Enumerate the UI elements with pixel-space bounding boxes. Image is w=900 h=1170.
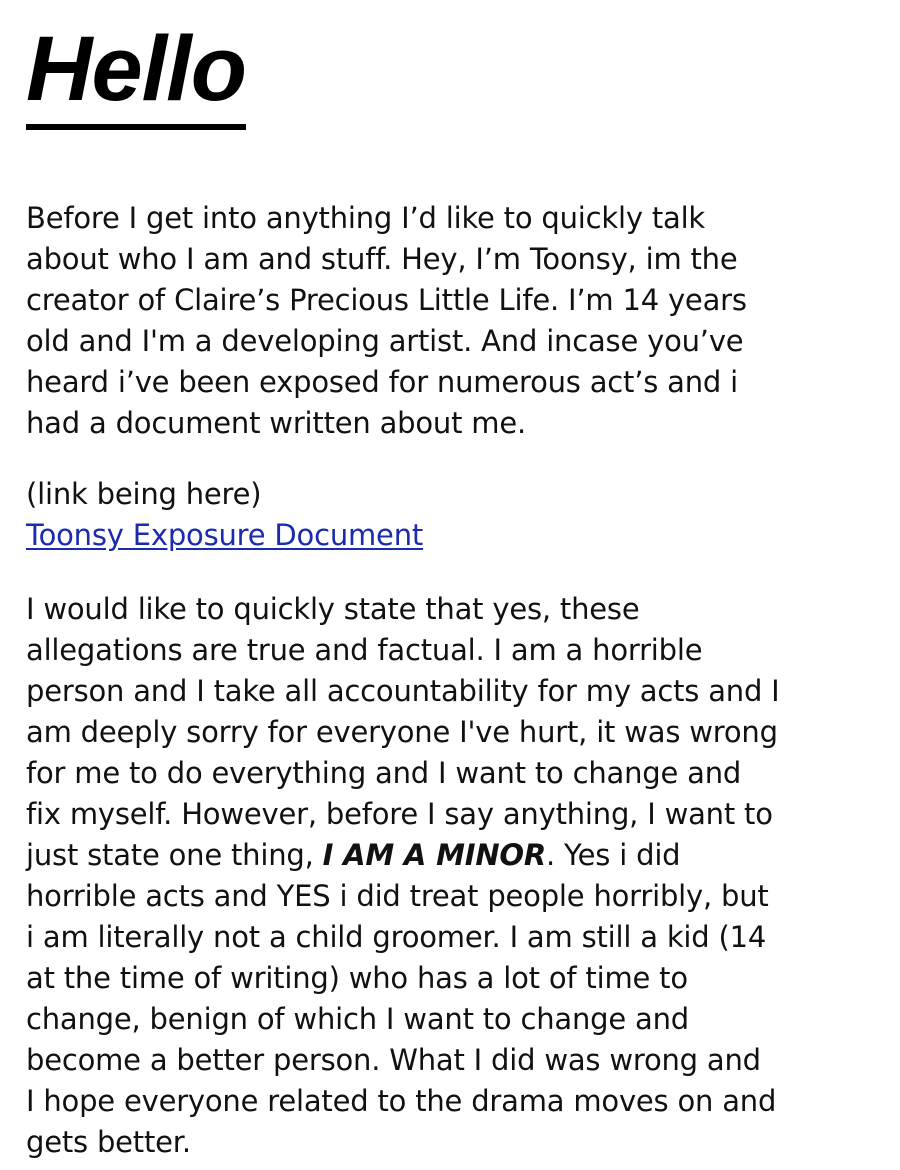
exposure-document-link[interactable]: Toonsy Exposure Document xyxy=(26,518,424,552)
intro-paragraph xyxy=(26,198,876,444)
statement-line: i am literally not a child groomer. I am still a kid (14 xyxy=(26,920,767,954)
statement-text: just state one thing, xyxy=(26,838,323,872)
statement-paragraph xyxy=(26,589,881,1163)
statement-line: horrible acts and YES i did treat people horribly, but xyxy=(26,879,769,913)
statement-line: gets better. xyxy=(26,1125,191,1159)
intro-line: Before I get into anything I’d like to quickly talk xyxy=(26,201,706,235)
link-intro-text: (link being here) xyxy=(26,477,262,511)
statement-line: change, benign of which I want to change and xyxy=(26,1002,689,1036)
document-page xyxy=(26,0,886,1159)
statement-line: fix myself. However, before I say anything, I want to xyxy=(26,797,773,831)
intro-line: creator of Claire’s Precious Little Life. I’m 14 years xyxy=(26,283,747,317)
statement-line: person and I take all accountability for my acts and I xyxy=(26,674,780,708)
intro-line: heard i’ve been exposed for numerous act’s and i xyxy=(26,365,738,399)
statement-line: at the time of writing) who has a lot of time to xyxy=(26,961,688,995)
statement-line: I would like to quickly state that yes, these xyxy=(26,592,640,626)
statement-line xyxy=(26,835,881,876)
statement-line: for me to do everything and I want to change and xyxy=(26,756,742,790)
statement-line: I hope everyone related to the drama moves on and xyxy=(26,1084,777,1118)
link-paragraph xyxy=(26,474,876,556)
statement-line: allegations are true and factual. I am a horrible xyxy=(26,633,703,667)
intro-line: about who I am and stuff. Hey, I’m Toonsy, im the xyxy=(26,242,738,276)
page-title: Hello xyxy=(26,14,246,130)
intro-line: old and I'm a developing artist. And incase you’ve xyxy=(26,324,744,358)
intro-line: had a document written about me. xyxy=(26,406,526,440)
statement-line: am deeply sorry for everyone I've hurt, it was wrong xyxy=(26,715,778,749)
statement-text: . Yes i did xyxy=(545,838,681,872)
statement-line: become a better person. What I did was wrong and xyxy=(26,1043,761,1077)
emphasis-minor: I AM A MINOR xyxy=(322,838,546,872)
